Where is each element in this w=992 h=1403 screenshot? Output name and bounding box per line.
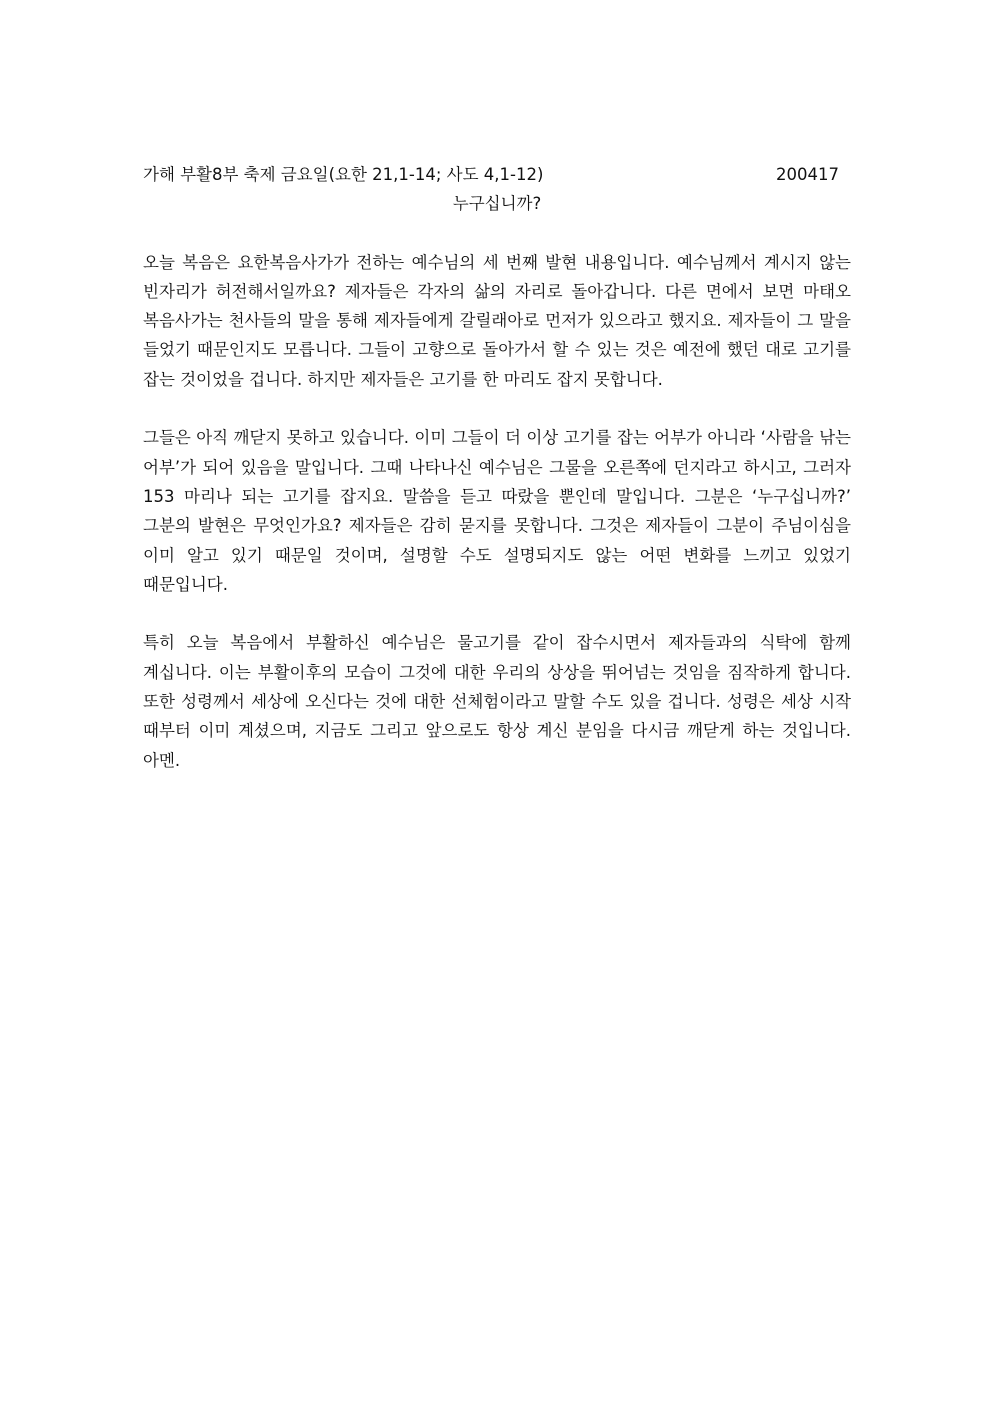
document-body (143, 160, 851, 804)
document-header (143, 160, 851, 189)
paragraph-3: 특히 오늘 복음에서 부활하신 예수님은 물고기를 같이 잡수시면서 제자들과의 식탁에 함께 계십니다. 이는 부활이후의 모습이 그것에 대한 우리의 상상을 뛰어넘는 것임을 짐작하게 합니다. 또한 성령께서 세상에 오신다는 것에 대한 선체험이라고 말할 수도 있을 겁니다. 성령은 세상 시작 때부터 이미 계셨으며, 지금도 그리고 앞으로도 항상 계신 분임을 다시금 깨닫게 하는 것입니다. 아멘. (143, 633, 851, 770)
document-subtitle: 누구십니까? (452, 194, 542, 214)
document-date: 200417 (776, 165, 839, 184)
document-title: 가해 부활8부 축제 금요일(요한 21,1-14; 사도 4,1-12) (143, 165, 544, 184)
paragraph-2: 그들은 아직 깨닫지 못하고 있습니다. 이미 그들이 더 이상 고기를 잡는 어부가 아니라 ‘사람을 낚는 어부’가 되어 있음을 말입니다. 그때 나타나신 예수님은 그물을 오른쪽에 던지라고 하시고, 그러자 153 마리나 되는 고기를 잡지요. 말씀을 듣고 따랐을 뿐인데 말입니다. 그분은 ‘누구십니까?’ 그분의 발현은 무엇인가요? 제자들은 감히 묻지를 못합니다. 그것은 제자들이 그분이 주님이심을 이미 알고 있기 때문일 것이며, 설명할 수도 설명되지도 않는 어떤 변화를 느끼고 있었기 때문입니다. (143, 428, 851, 594)
paragraph-1: 오늘 복음은 요한복음사가가 전하는 예수님의 세 번째 발현 내용입니다. 예수님께서 계시지 않는 빈자리가 허전해서일까요? 제자들은 각자의 삶의 자리로 돌아갑니다. 다른 면에서 보면 마태오 복음사가는 천사들의 말을 통해 제자들에게 갈릴래아로 먼저가 있으라고 했지요. 제자들이 그 말을 들었기 때문인지도 모릅니다. 그들이 고향으로 돌아가서 할 수 있는 것은 예전에 했던 대로 고기를 잡는 것이었을 겁니다. 하지만 제자들은 고기를 한 마리도 잡지 못합니다. (143, 252, 851, 389)
